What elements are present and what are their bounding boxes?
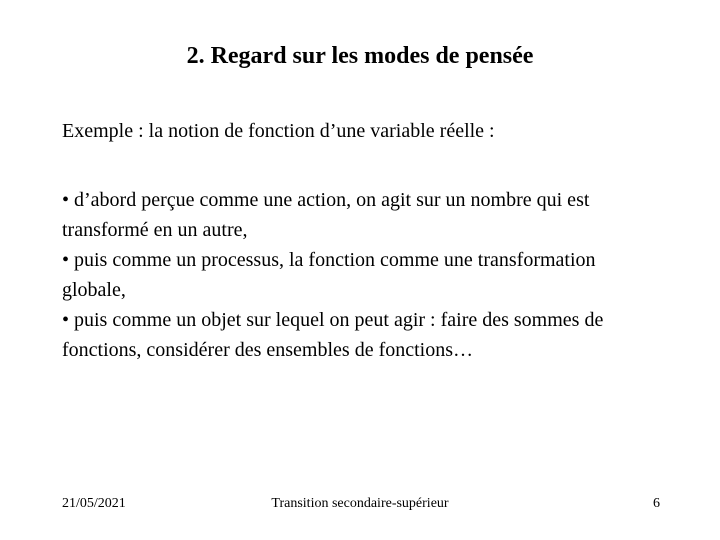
bullet-list: [62, 185, 662, 365]
bullet-item-action: • d’abord perçue comme une action, on agit sur un nombre qui est transformé en un autre,: [62, 189, 590, 241]
footer-date: 21/05/2021: [62, 496, 126, 511]
slide-title: 2. Regard sur les modes de pensée: [186, 43, 534, 69]
footer-title: Transition secondaire-supérieur: [271, 496, 449, 511]
bullet-item-objet: • puis comme un objet sur lequel on peut agir : faire des sommes de fonctions, considérer des ensembles de fonctions…: [62, 309, 604, 361]
intro-text: Exemple : la notion de fonction d’une variable réelle :: [62, 120, 495, 142]
bullet-item-processus: • puis comme un processus, la fonction comme une transformation globale,: [62, 249, 596, 301]
page-number: 6: [653, 496, 660, 511]
